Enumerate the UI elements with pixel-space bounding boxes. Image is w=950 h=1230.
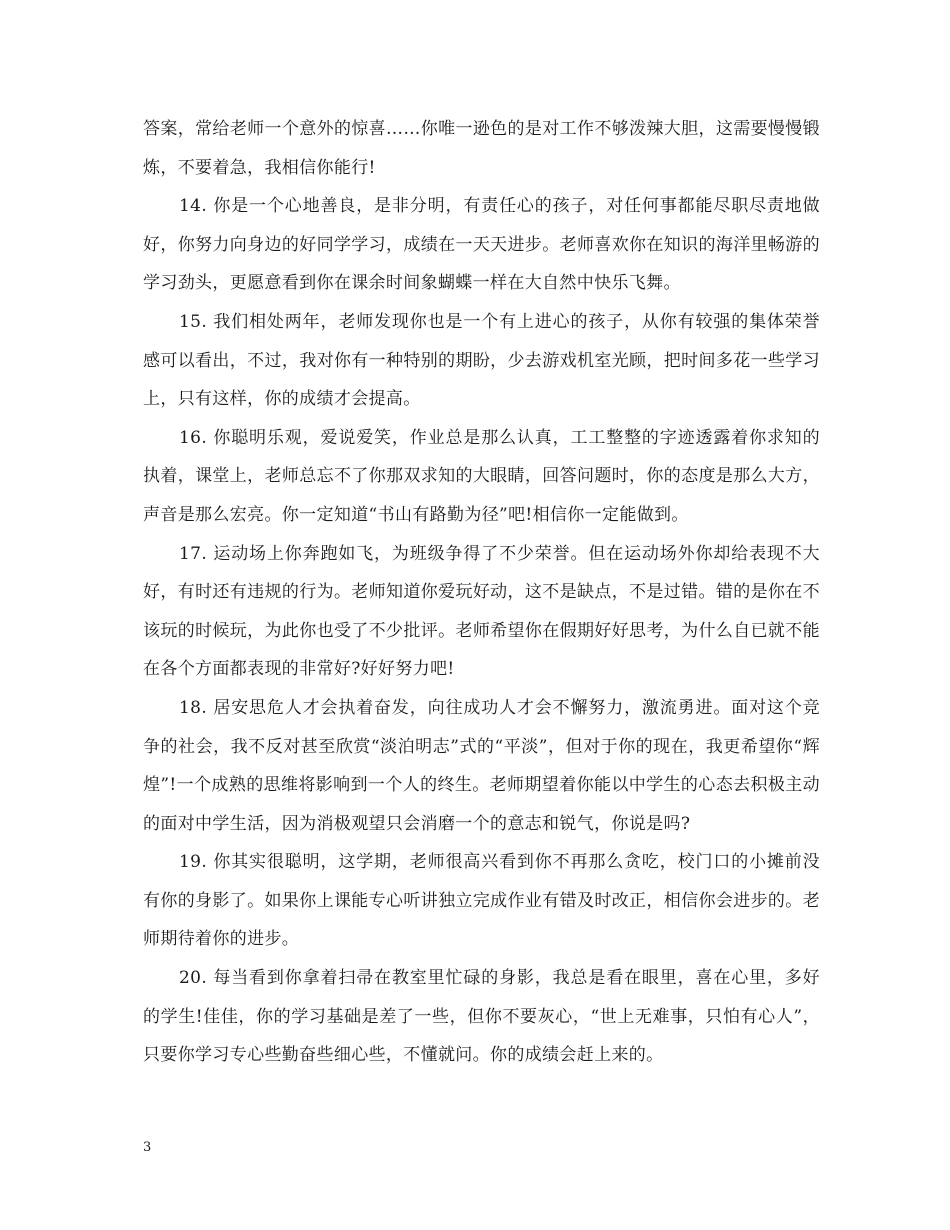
paragraph-19: 19. 你其实很聪明，这学期，老师很高兴看到你不再那么贪吃，校门口的小摊前没有你的身影了。如果你上课能专心听讲独立完成作业有错及时改正，相信你会进步的。老师期待着你的进步。	[143, 852, 820, 950]
paragraph-14: 14. 你是一个心地善良，是非分明，有责任心的孩子，对任何事都能尽职尽责地做好，你努力向身边的好同学学习，成绩在一天天进步。老师喜欢你在知识的海洋里畅游的学习劲头，更愿意看到你在课余时间象蝴蝶一样在大自然中快乐飞舞。	[143, 196, 820, 294]
paragraph-continued: 答案，常给老师一个意外的惊喜……你唯一逊色的是对工作不够泼辣大胆，这需要慢慢锻炼，不要着急，我相信你能行!	[143, 119, 820, 178]
paragraph-16: 16. 你聪明乐观，爱说爱笑，作业总是那么认真，工工整整的字迹透露着你求知的执着，课堂上，老师总忘不了你那双求知的大眼睛，回答问题时，你的态度是那么大方，声音是那么宏亮。你一定知道“书山有路勤为径”吧!相信你一定能做到。	[143, 427, 820, 525]
paragraph-20: 20. 每当看到你拿着扫帚在教室里忙碌的身影，我总是看在眼里，喜在心里，多好的学生!佳佳，你的学习基础是差了一些，但你不要灰心，“世上无难事，只怕有心人”，只要你学习专心些勤奋些细心些，不懂就问。你的成绩会赶上来的。	[143, 968, 820, 1066]
paragraph-18: 18. 居安思危人才会执着奋发，向往成功人才会不懈努力，激流勇进。面对这个竞争的社会，我不反对甚至欣赏“淡泊明志”式的“平淡”，但对于你的现在，我更希望你“辉煌”!一个成熟的思维将影响到一个人的终生。老师期望着你能以中学生的心态去积极主动的面对中学生活，因为消极观望只会消磨一个的意志和锐气，你说是吗?	[143, 697, 820, 834]
page-number: 3	[143, 1140, 152, 1155]
document-body	[143, 110, 820, 1075]
paragraph-15: 15. 我们相处两年，老师发现你也是一个有上进心的孩子，从你有较强的集体荣誉感可以看出，不过，我对你有一种特别的期盼，少去游戏机室光顾，把时间多花一些学习上，只有这样，你的成绩才会提高。	[143, 311, 820, 410]
paragraph-17: 17. 运动场上你奔跑如飞，为班级争得了不少荣誉。但在运动场外你却给表现不大好，有时还有违规的行为。老师知道你爱玩好动，这不是缺点，不是过错。错的是你在不该玩的时候玩，为此你也受了不少批评。老师希望你在假期好好思考，为什么自已就不能在各个方面都表现的非常好?好好努力吧!	[143, 543, 820, 680]
